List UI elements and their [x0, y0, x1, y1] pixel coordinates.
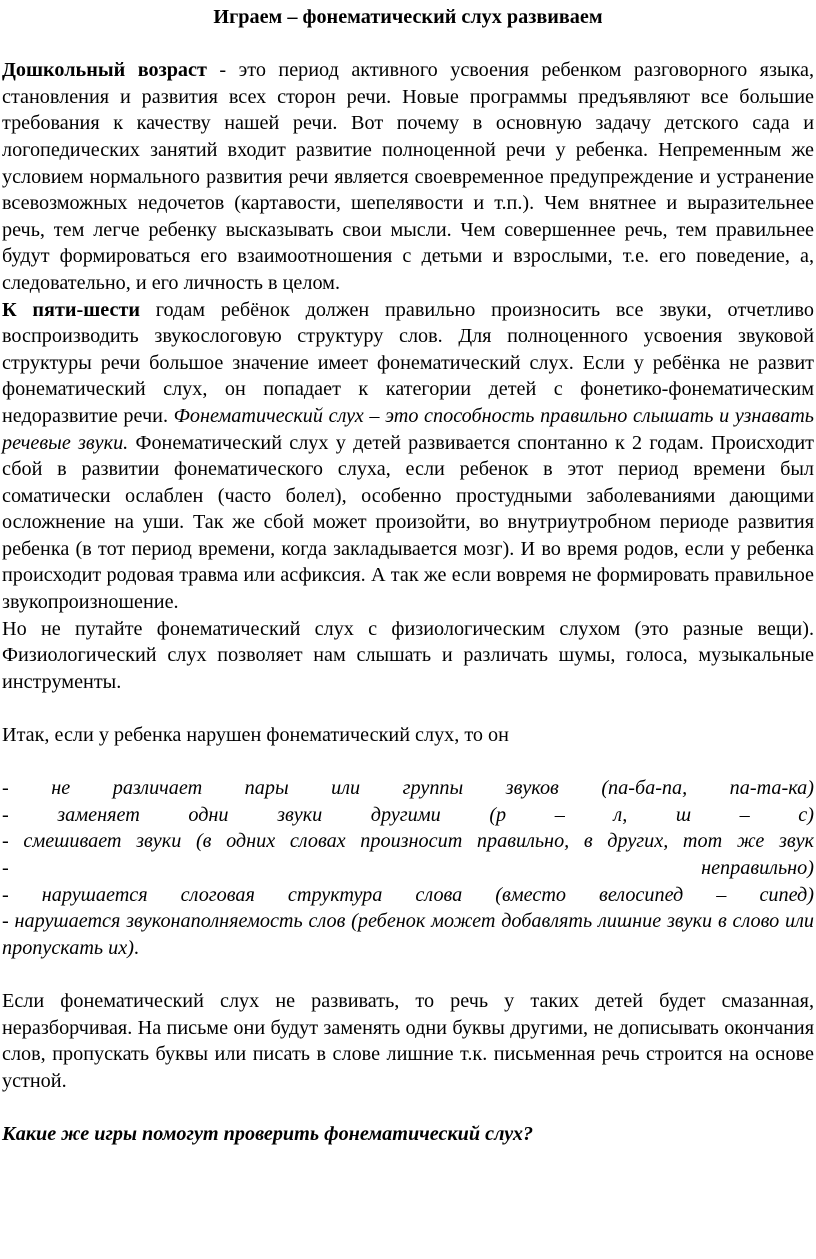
paragraph-consequences: Если фонематический слух не развивать, то речь у таких детей будет смазанная, неразборчивая. На письме они будут заменять одни буквы другими, не дописывать окончания слов, пропускать буквы или писать в слове лишние т.к. письменная речь строится на основе устной. [2, 989, 814, 1092]
list-item: - не различает пары или группы звуков (па-ба-па, па-та-ка) [2, 777, 814, 800]
paragraph-intro-list: Итак, если у ребенка нарушен фонематический слух, то он [2, 724, 509, 747]
list-end: . [133, 936, 139, 959]
list-item [2, 855, 814, 882]
definition-italic: Фонематический слух – это способность правильно слышать и узнавать речевые звуки. [2, 404, 814, 454]
list-item [2, 908, 814, 961]
paragraph-text: - это период активного усвоения ребенком разговорного языка, становления и развития всех сторон речи. Новые программы предъявляют все большие требования к качеству нашей речи. Вот почему в основную задачу детского сада и логопедических занятий входит развитие полноценной речи у ребенка. Непременным же условием нормального развития речи является своевременное предупреждение и устранение всевозможных недочетов (картавости, шепелявости и т.п.). Чем внятнее и выразительнее речь, тем легче ребенку высказывать свои мысли. Чем совершеннее речь, тем правильнее будут формироваться его взаимоотношения с детьми и взрослыми, т.е. его поведение, а, следовательно, и его личность в целом. [2, 59, 814, 294]
paragraph-preschool-age [2, 57, 814, 296]
paragraph-five-six [2, 297, 814, 616]
spacer [2, 749, 814, 776]
paragraph-physiological: Но не путайте фонематический слух с физиологическим слухом (это разные вещи). Физиологический слух позволяет нам слышать и различать шумы, голоса, музыкальные инструменты. [2, 617, 814, 693]
page-title: Играем – фонематический слух развиваем [213, 6, 603, 28]
spacer [2, 1094, 814, 1121]
spacer [2, 695, 814, 722]
spacer [2, 961, 814, 988]
list-item: - заменяет одни звуки другими (р – л, ш – с) [2, 803, 814, 826]
section-question [2, 1121, 814, 1148]
bold-lead: К пяти-шести [2, 298, 140, 321]
bold-lead: Дошкольный возраст [2, 59, 207, 82]
list-text: неправильно) [701, 857, 814, 879]
question-text: Какие же игры помогут проверить фонематический слух? [2, 1122, 534, 1145]
list-item: - смешивает звуки (в одних словах произносит правильно, в других, тот же звук [2, 830, 814, 853]
list-item: - нарушается слоговая структура слова (вместо велосипед – сипед) [2, 883, 814, 906]
paragraph-text: Фонематический слух у детей развивается спонтанно к 2 годам. Происходит сбой в развитии фонематического слуха, если ребенок в этот период времени был соматически ослаблен (часто болел), особенно простудными заболеваниями дающими осложнение на уши. Так же сбой может произойти, во внутриутробном периоде развития ребенка (в тот период времени, когда закладывается мозг). И во время родов, если у ребенка происходит родовая травма или асфиксия. А так же если вовремя не формировать правильное звукопроизношение. [2, 431, 815, 614]
symptom-list [2, 775, 814, 961]
list-dash: - [2, 857, 9, 879]
list-text: - нарушается звуконаполняемость слов (ребенок может добавлять лишние звуки в слово или пропускать их) [2, 910, 814, 959]
paragraph-text: годам ребёнок должен правильно произносить все звуки, отчетливо воспроизводить звукослоговую структуру слов. Для полноценного усвоения звуковой структуры речи большое значение имеет фонематический слух. Если у ребёнка не развит фонематический слух, он попадает к категории детей с фонетико-фонематическим недоразвитие речи. [2, 298, 814, 427]
